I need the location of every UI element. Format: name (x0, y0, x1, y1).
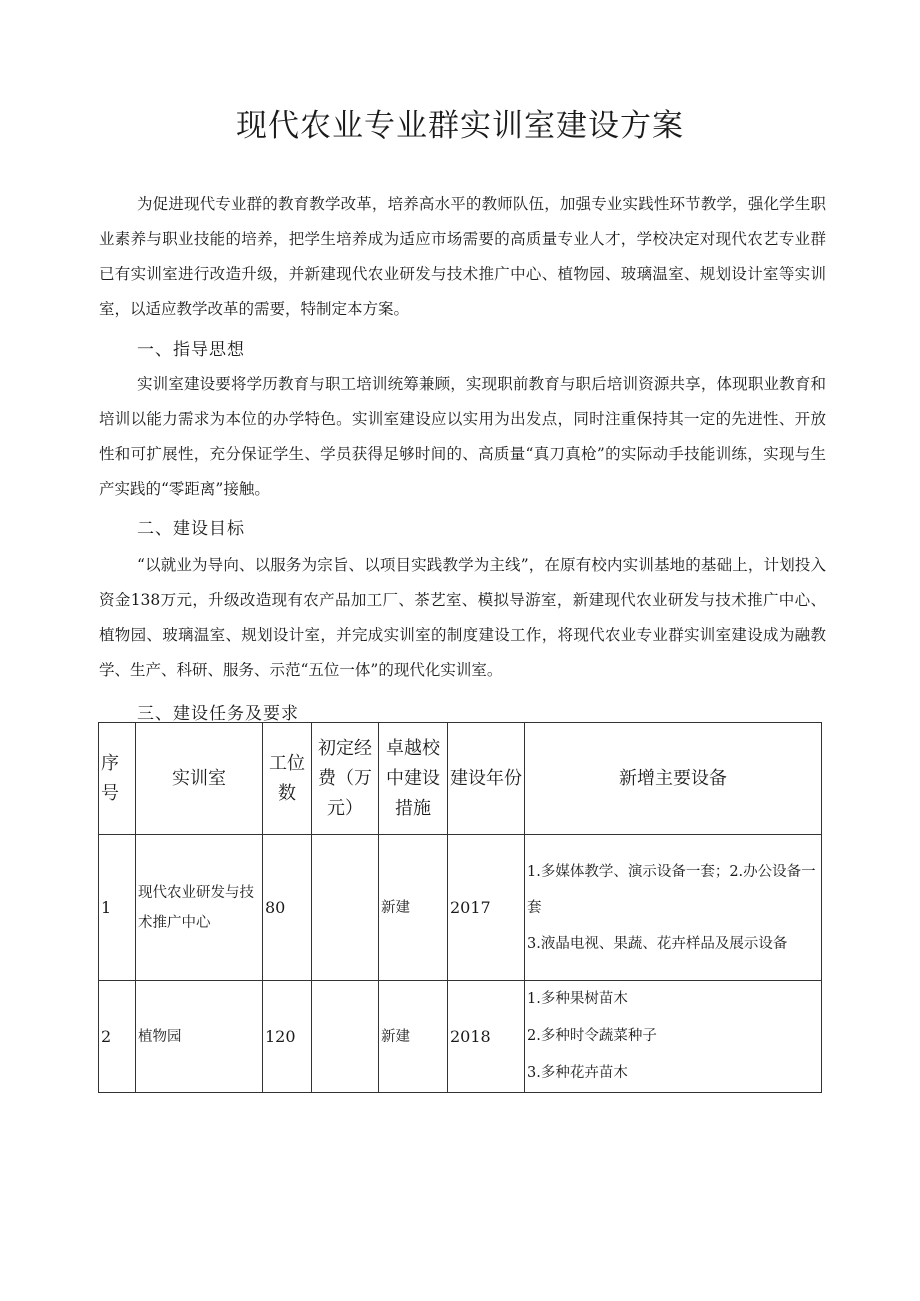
construction-plan-table (98, 722, 822, 1093)
header-funds: 初定经费（万元） (312, 723, 379, 835)
equipment-item: 1.多媒体教学、演示设备一套；2.办公设备一套 (527, 863, 816, 916)
table-header-row (99, 723, 822, 835)
cell-measure: 新建 (379, 981, 448, 1093)
cell-room: 植物园 (136, 981, 263, 1093)
cell-equipment (525, 981, 822, 1093)
section-heading-guiding-ideology: 一、指导思想 (137, 340, 245, 360)
document-title: 现代农业专业群实训室建设方案 (236, 108, 684, 144)
section-body-construction-goal: “以就业为导向、以服务为宗旨、以项目实践教学为主线”，在原有校内实训基地的基础上，计划投入资金138万元，升级改造现有农产品加工厂、茶艺室、模拟导游室，新建现代农业研发与技术推广中心、植物园、玻璃温室、规划设计室，并完成实训室的制度建设工作，将现代农业专业群实训室建设成为融教学、生产、科研、服务、示范“五位一体”的现代化实训室。 (99, 556, 826, 679)
equipment-item: 3.多种花卉苗木 (527, 1065, 628, 1081)
section-heading-construction-goal: 二、建设目标 (137, 519, 245, 539)
cell-stations: 80 (263, 835, 312, 981)
section-heading-tasks: 三、建设任务及要求 (137, 704, 299, 724)
equipment-item: 1.多种果树苗木 (527, 991, 628, 1007)
cell-equipment (525, 835, 822, 981)
equipment-item: 3.液晶电视、果蔬、花卉样品及展示设备 (527, 935, 788, 952)
cell-year: 2018 (448, 981, 525, 1093)
header-year: 建设年份 (448, 723, 525, 835)
header-room: 实训室 (136, 723, 263, 835)
table-row (99, 981, 822, 1093)
cell-seq: 1 (99, 835, 136, 981)
section-body-guiding-ideology: 实训室建设要将学历教育与职工培训统筹兼顾，实现职前教育与职后培训资源共享，体现职业教育和培训以能力需求为本位的办学特色。实训室建设应以实用为出发点，同时注重保持其一定的先进性、开放性和可扩展性，充分保证学生、学员获得足够时间的、高质量“真刀真枪”的实际动手技能训练，实现与生产实践的“零距离”接触。 (99, 375, 826, 498)
cell-funds (312, 835, 379, 981)
header-equipment: 新增主要设备 (525, 723, 822, 835)
cell-room: 现代农业研发与技术推广中心 (136, 835, 263, 981)
header-seq: 序号 (99, 723, 136, 835)
cell-funds (312, 981, 379, 1093)
cell-seq: 2 (99, 981, 136, 1093)
cell-year: 2017 (448, 835, 525, 981)
intro-paragraph: 为促进现代专业群的教育教学改革，培养高水平的教师队伍，加强专业实践性环节教学，强化学生职业素养与职业技能的培养，把学生培养成为适应市场需要的高质量专业人才，学校决定对现代农艺专业群已有实训室进行改造升级，并新建现代农业研发与技术推广中心、植物园、玻璃温室、规划设计室等实训室，以适应教学改革的需要，特制定本方案。 (99, 195, 826, 318)
table-row (99, 835, 822, 981)
equipment-item: 2.多种时令蔬菜种子 (527, 1028, 657, 1044)
cell-stations: 120 (263, 981, 312, 1093)
cell-measure: 新建 (379, 835, 448, 981)
header-stations: 工位数 (263, 723, 312, 835)
header-measure: 卓越校中建设措施 (379, 723, 448, 835)
